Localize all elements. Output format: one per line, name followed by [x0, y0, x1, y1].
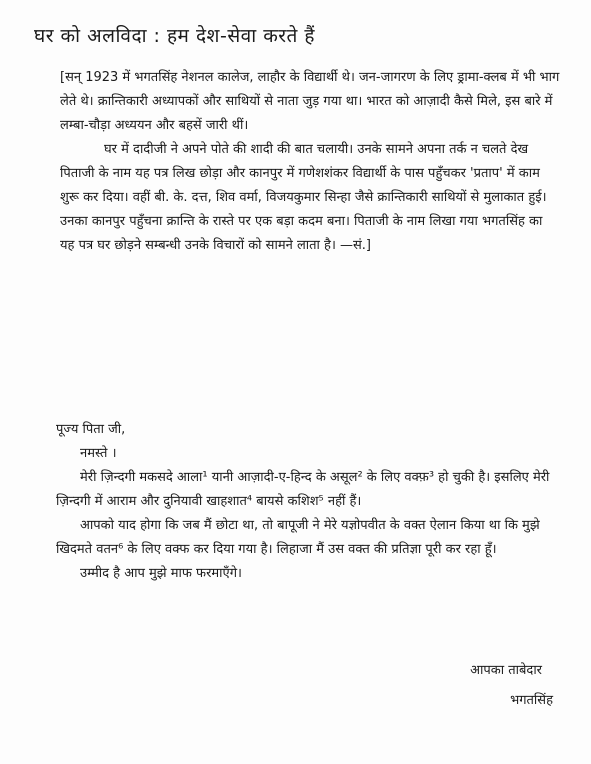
editor-note-paragraph: घर में दादीजी ने अपने पोते की शादी की बात चलायी। उनके सामने अपना तर्क न चलते देख पिताजी के नाम यह पत्र लिख छोड़ा और कानपुर में गणेशशंकर विद्यार्थी के पास पहुँचकर 'प्रताप' में काम शुरू कर दिया। वहीं बी. के. दत्त, शिव वर्मा, विजयकुमार सिन्हा जैसे क्रान्तिकारी साथियों से मुलाकात हुई। उनका कानपुर पहुँचना क्रान्ति के रास्ते पर एक बड़ा कदम बना। पिताजी के नाम लिखा गया भगतसिंह का यह पत्र घर छोड़ने सम्बन्धी उनके विचारों को सामने लाता है। —सं.]	[60, 142, 547, 253]
signature: भगतसिंह	[510, 693, 553, 708]
editor-note	[60, 66, 560, 258]
letter-closing	[470, 656, 553, 716]
closing-line: आपका ताबेदार	[470, 663, 543, 678]
letter-paragraph: मेरी ज़िन्दगी मकसदे आला¹ यानी आज़ादी-ए-हिन्द के असूल² के लिए वक्फ़³ हो चुकी है। इसलिए मेरी ज़िन्दगी में आराम और दुनियावी खाहशात⁴ बायसे कशिश⁵ नहीं हैं।	[56, 470, 550, 509]
letter-body	[56, 418, 566, 586]
letter-paragraph: उम्मीद है आप मुझे माफ फरमाएँगे।	[80, 566, 242, 581]
document-title: घर को अलविदा : हम देश-सेवा करते हैं	[34, 25, 316, 47]
letter-salutation: पूज्य पिता जी,	[56, 422, 126, 437]
letter-paragraph: आपको याद होगा कि जब मैं छोटा था, तो बापूजी ने मेरे यज्ञोपवीत के वक्त ऐलान किया था कि मुझे खिदमते वतन⁶ के लिए वक्फ कर दिया गया है। लिहाजा मैं उस वक्त की प्रतिज्ञा पूरी कर रहा हूँ।	[56, 518, 540, 557]
editor-note-paragraph: [सन् 1923 में भगतसिंह नेशनल कालेज, लाहौर के विद्यार्थी थे। जन-जागरण के लिए ड्रामा-क्लब में भी भाग लेते थे। क्रान्तिकारी अध्यापकों और साथियों से नाता जुड़ गया था। भारत को आज़ादी कैसे मिले, इस बारे में लम्बा-चौड़ा अध्ययन और बहसें जारी थीं।	[60, 70, 560, 133]
letter-greeting: नमस्ते ।	[80, 446, 117, 461]
